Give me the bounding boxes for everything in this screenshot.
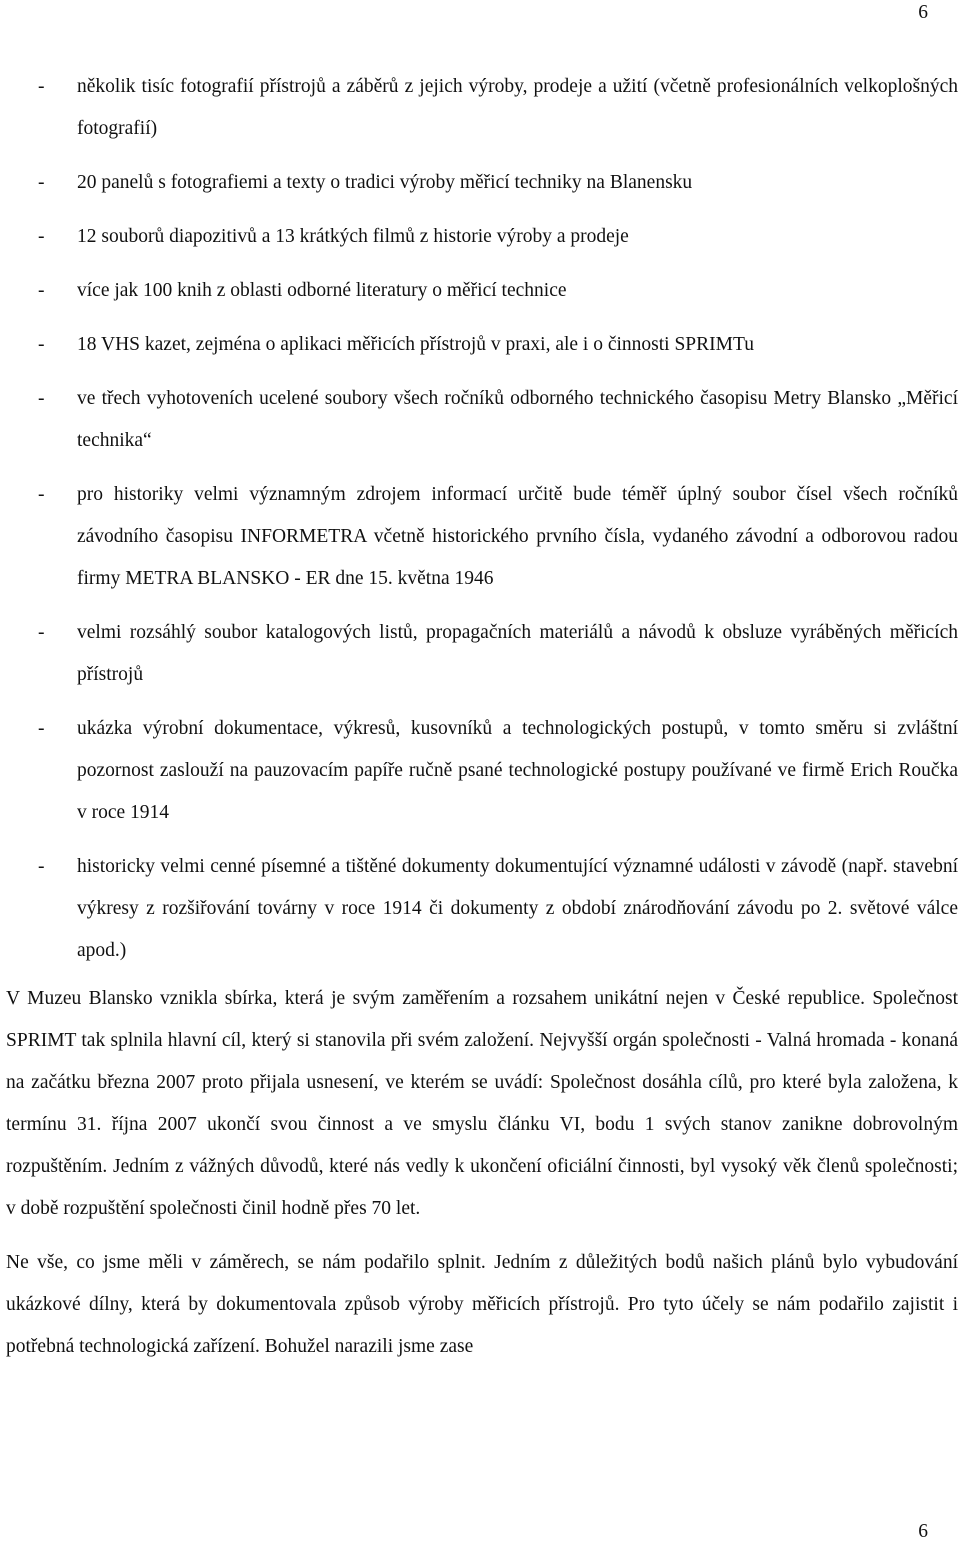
list-item — [6, 216, 958, 258]
page-number-bottom: 6 — [918, 1521, 928, 1542]
list-item-text: více jak 100 knih z oblasti odborné literatury o měřicí technice — [77, 280, 567, 301]
document-body — [6, 66, 958, 1380]
list-item — [6, 324, 958, 366]
list-item — [6, 846, 958, 972]
bullet-dash: - — [38, 172, 45, 193]
list-item-text: několik tisíc fotografií přístrojů a záběrů z jejich výroby, prodeje a užití (včetně profesionálních velkoplošných fotografií) — [77, 76, 958, 139]
body-paragraph: V Muzeu Blansko vznikla sbírka, která je svým zaměřením a rozsahem unikátní nejen v České republice. Společnost SPRIMT tak splnila hlavní cíl, který si stanovila při svém založení. Nejvyšší orgán společnosti - Valná hromada - konaná na začátku března 2007 proto přijala usnesení, ve kterém se uvádí: Společnost dosáhla cílů, pro které byla založena, k termínu 31. října 2007 ukončí svou činnost a ve smyslu článku VI, bodu 1 svých stanov zanikne dobrovolným rozpuštěním. Jedním z vážných důvodů, které nás vedly k ukončení oficiální činnosti, byl vysoký věk členů společnosti; v době rozpuštění společnosti činil hodně přes 70 let. — [6, 988, 958, 1219]
bullet-dash: - — [38, 334, 45, 355]
bullet-dash: - — [38, 856, 45, 877]
bullet-dash: - — [38, 226, 45, 247]
collection-list — [6, 66, 958, 972]
list-item — [6, 474, 958, 600]
list-item — [6, 162, 958, 204]
page-number-top: 6 — [918, 2, 928, 23]
list-item-text: 20 panelů s fotografiemi a texty o tradici výroby měřicí techniky na Blanensku — [77, 172, 693, 193]
bullet-dash: - — [38, 484, 45, 505]
bullet-dash: - — [38, 76, 45, 97]
bullet-dash: - — [38, 388, 45, 409]
list-item — [6, 66, 958, 150]
bullet-dash: - — [38, 718, 45, 739]
list-item-text: 12 souborů diapozitivů a 13 krátkých filmů z historie výroby a prodeje — [77, 226, 629, 247]
list-item — [6, 378, 958, 462]
list-item-text: historicky velmi cenné písemné a tištěné dokumenty dokumentující významné události v závodě (např. stavební výkresy z rozšiřování továrny v roce 1914 či dokumenty z období znárodňování závodu po 2. světové válce apod.) — [77, 856, 958, 961]
bullet-dash: - — [38, 622, 45, 643]
list-item — [6, 612, 958, 696]
list-item-text: ve třech vyhotoveních ucelené soubory všech ročníků odborného technického časopisu Metry Blansko „Měřicí technika“ — [77, 388, 958, 451]
list-item-text: ukázka výrobní dokumentace, výkresů, kusovníků a technologických postupů, v tomto směru si zvláštní pozornost zaslouží na pauzovacím papíře ručně psané technologické postupy používané ve firmě Erich Roučka v roce 1914 — [77, 718, 958, 823]
list-item-text: velmi rozsáhlý soubor katalogových listů, propagačních materiálů a návodů k obsluze vyráběných měřicích přístrojů — [77, 622, 958, 685]
body-paragraph: Ne vše, co jsme měli v záměrech, se nám podařilo splnit. Jedním z důležitých bodů našich plánů bylo vybudování ukázkové dílny, která by dokumentovala způsob výroby měřicích přístrojů. Pro tyto účely se nám podařilo zajistit i potřebná technologická zařízení. Bohužel narazili jsme zase — [6, 1252, 958, 1357]
list-item — [6, 708, 958, 834]
bullet-dash: - — [38, 280, 45, 301]
list-item — [6, 270, 958, 312]
list-item-text: pro historiky velmi významným zdrojem informací určitě bude téměř úplný soubor čísel všech ročníků závodního časopisu INFORMETRA včetně historického prvního čísla, vydaného závodní a odborovou radou firmy METRA BLANSKO - ER dne 15. května 1946 — [77, 484, 958, 589]
list-item-text: 18 VHS kazet, zejména o aplikaci měřicích přístrojů v praxi, ale i o činnosti SPRIMTu — [77, 334, 754, 355]
